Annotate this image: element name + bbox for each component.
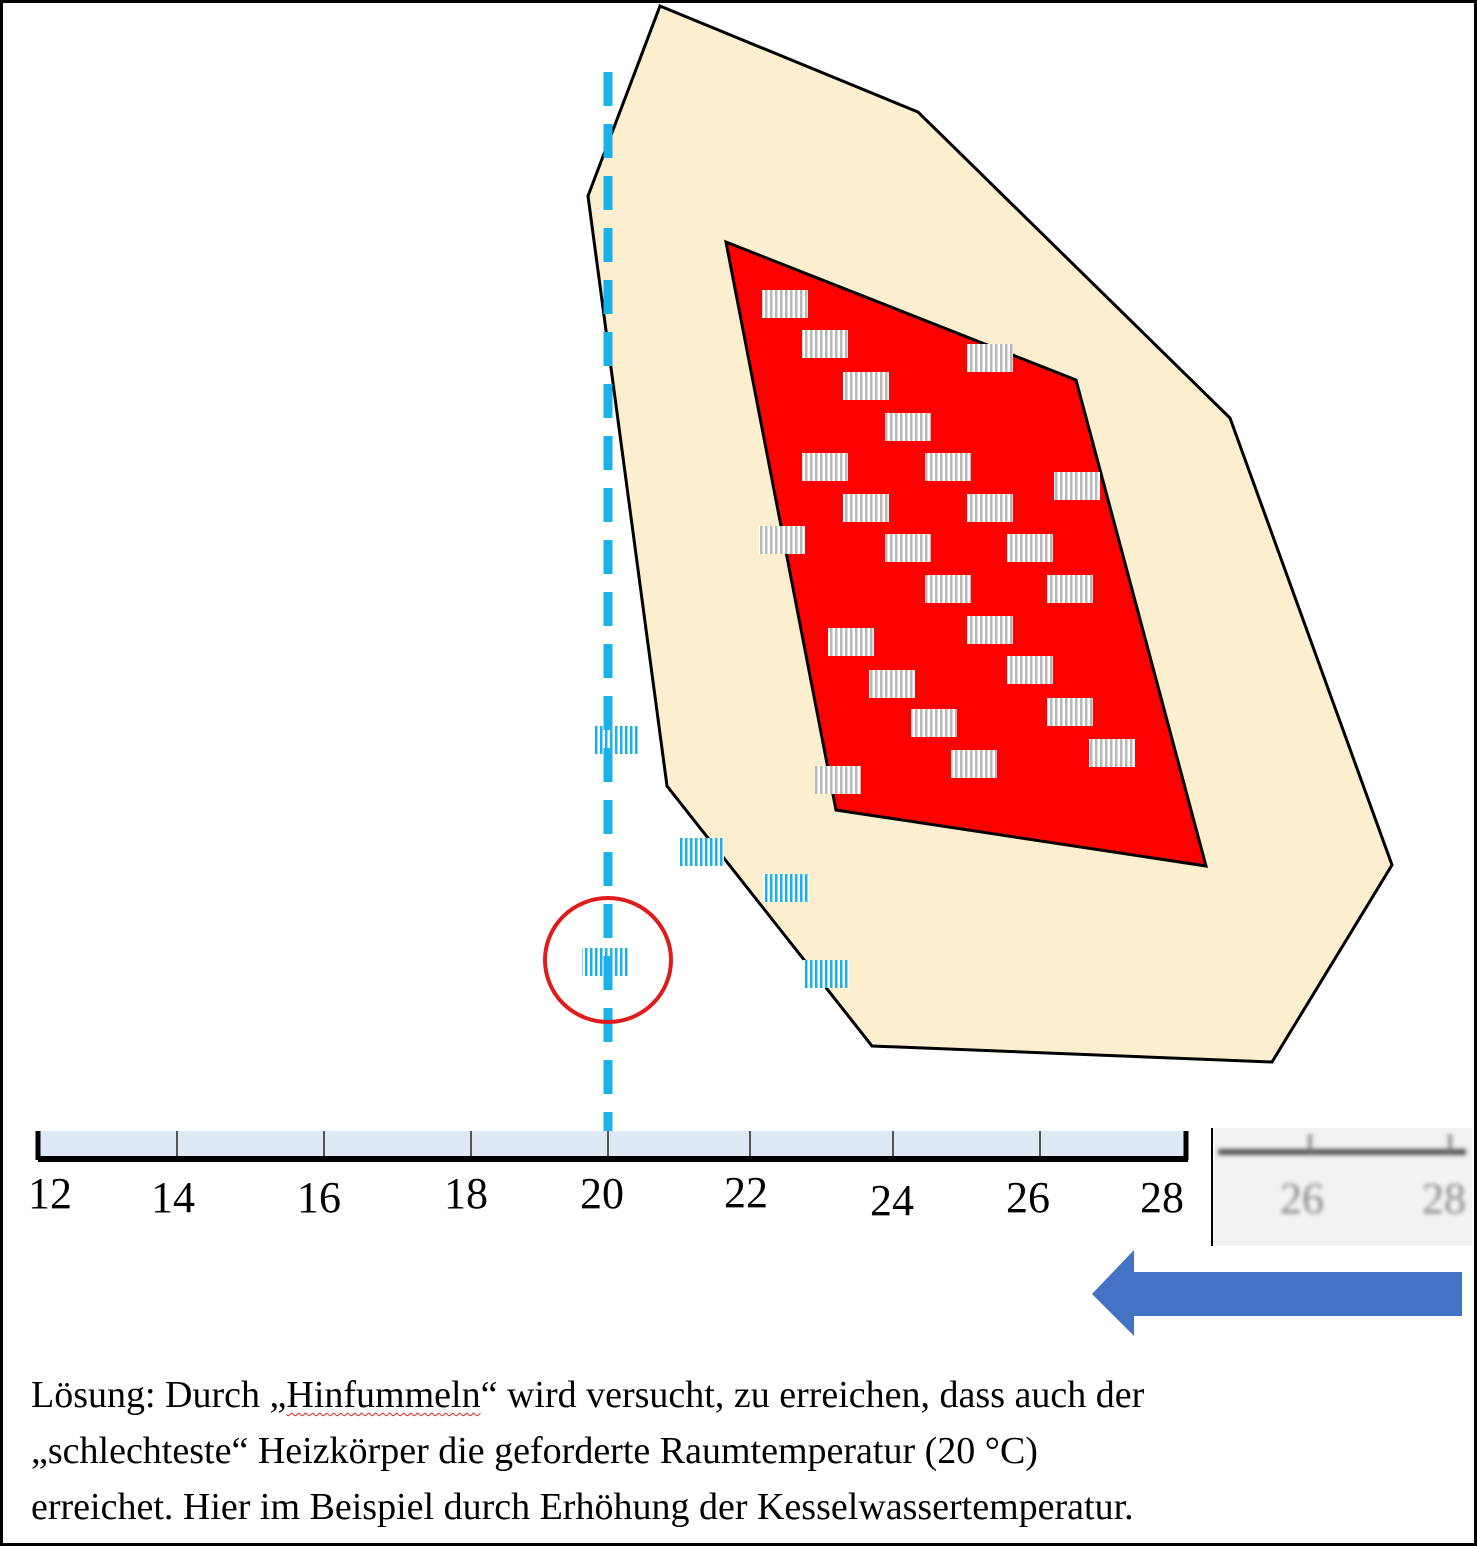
caption-line-3: erreichet. Hier im Beispiel durch Erhöhung der Kesselwassertemperatur. [31,1486,1134,1528]
radiator-icon [925,453,971,481]
axis-inset-blurred [1212,1128,1472,1246]
caption-line-1 [31,1367,1461,1423]
axis-tick-label-28: 28 [1140,1173,1184,1222]
radiator-outside-icon [763,874,809,902]
radiator-icon [1089,739,1135,767]
axis-tick-label-16: 16 [297,1173,341,1222]
radiator-outside-icon [593,726,639,754]
radiator-icon [843,494,889,522]
caption-line-2: „schlechteste“ Heizkörper die geforderte Raumtemperatur (20 °C) [31,1430,1038,1472]
radiator-icon [843,372,889,400]
axis-tick-labels [28,1168,1184,1225]
axis-tick-label-26: 26 [1006,1173,1050,1222]
radiator-icon [1054,472,1100,500]
caption [31,1367,1461,1535]
radiator-icon [802,453,848,481]
radiator-icon [1047,575,1093,603]
radiator-icon [951,750,997,778]
radiator-icon [1007,656,1053,684]
radiator-outside-icon [678,838,724,866]
radiator-icon [967,494,1013,522]
inset-tick-label-26: 26 [1280,1174,1324,1223]
radiator-icon [762,290,808,318]
caption-line-1-end: “ wird versucht, zu erreichen, dass auch der [480,1374,1145,1416]
temperature-axis [28,1131,1188,1225]
axis-tick-label-22: 22 [724,1168,768,1217]
axis-band [38,1131,1186,1158]
radiator-outside-icon [803,960,849,988]
radiator-icon [1007,534,1053,562]
caption-line-1-start: Lösung: Durch „ [31,1374,287,1416]
diagram-canvas [3,3,1474,1363]
left-arrow [1092,1250,1462,1336]
axis-tick-label-12: 12 [28,1169,72,1218]
axis-tick-label-18: 18 [444,1169,488,1218]
radiator-icon [911,709,957,737]
caption-spellcheck-word: Hinfummeln [286,1374,481,1416]
radiator-icon [1047,698,1093,726]
radiator-icon [925,575,971,603]
inset-tick-label-28: 28 [1422,1174,1466,1223]
axis-tick-label-20: 20 [580,1169,624,1218]
radiator-icon [885,534,931,562]
radiator-icon [815,766,861,794]
axis-tick-label-24: 24 [870,1176,914,1225]
radiator-icon [967,344,1013,372]
radiator-icon [869,670,915,698]
radiator-icon [885,413,931,441]
radiator-icon [828,628,874,656]
radiator-icon [759,526,805,554]
radiator-icon [802,330,848,358]
radiator-icon [967,616,1013,644]
axis-tick-label-14: 14 [151,1173,195,1222]
